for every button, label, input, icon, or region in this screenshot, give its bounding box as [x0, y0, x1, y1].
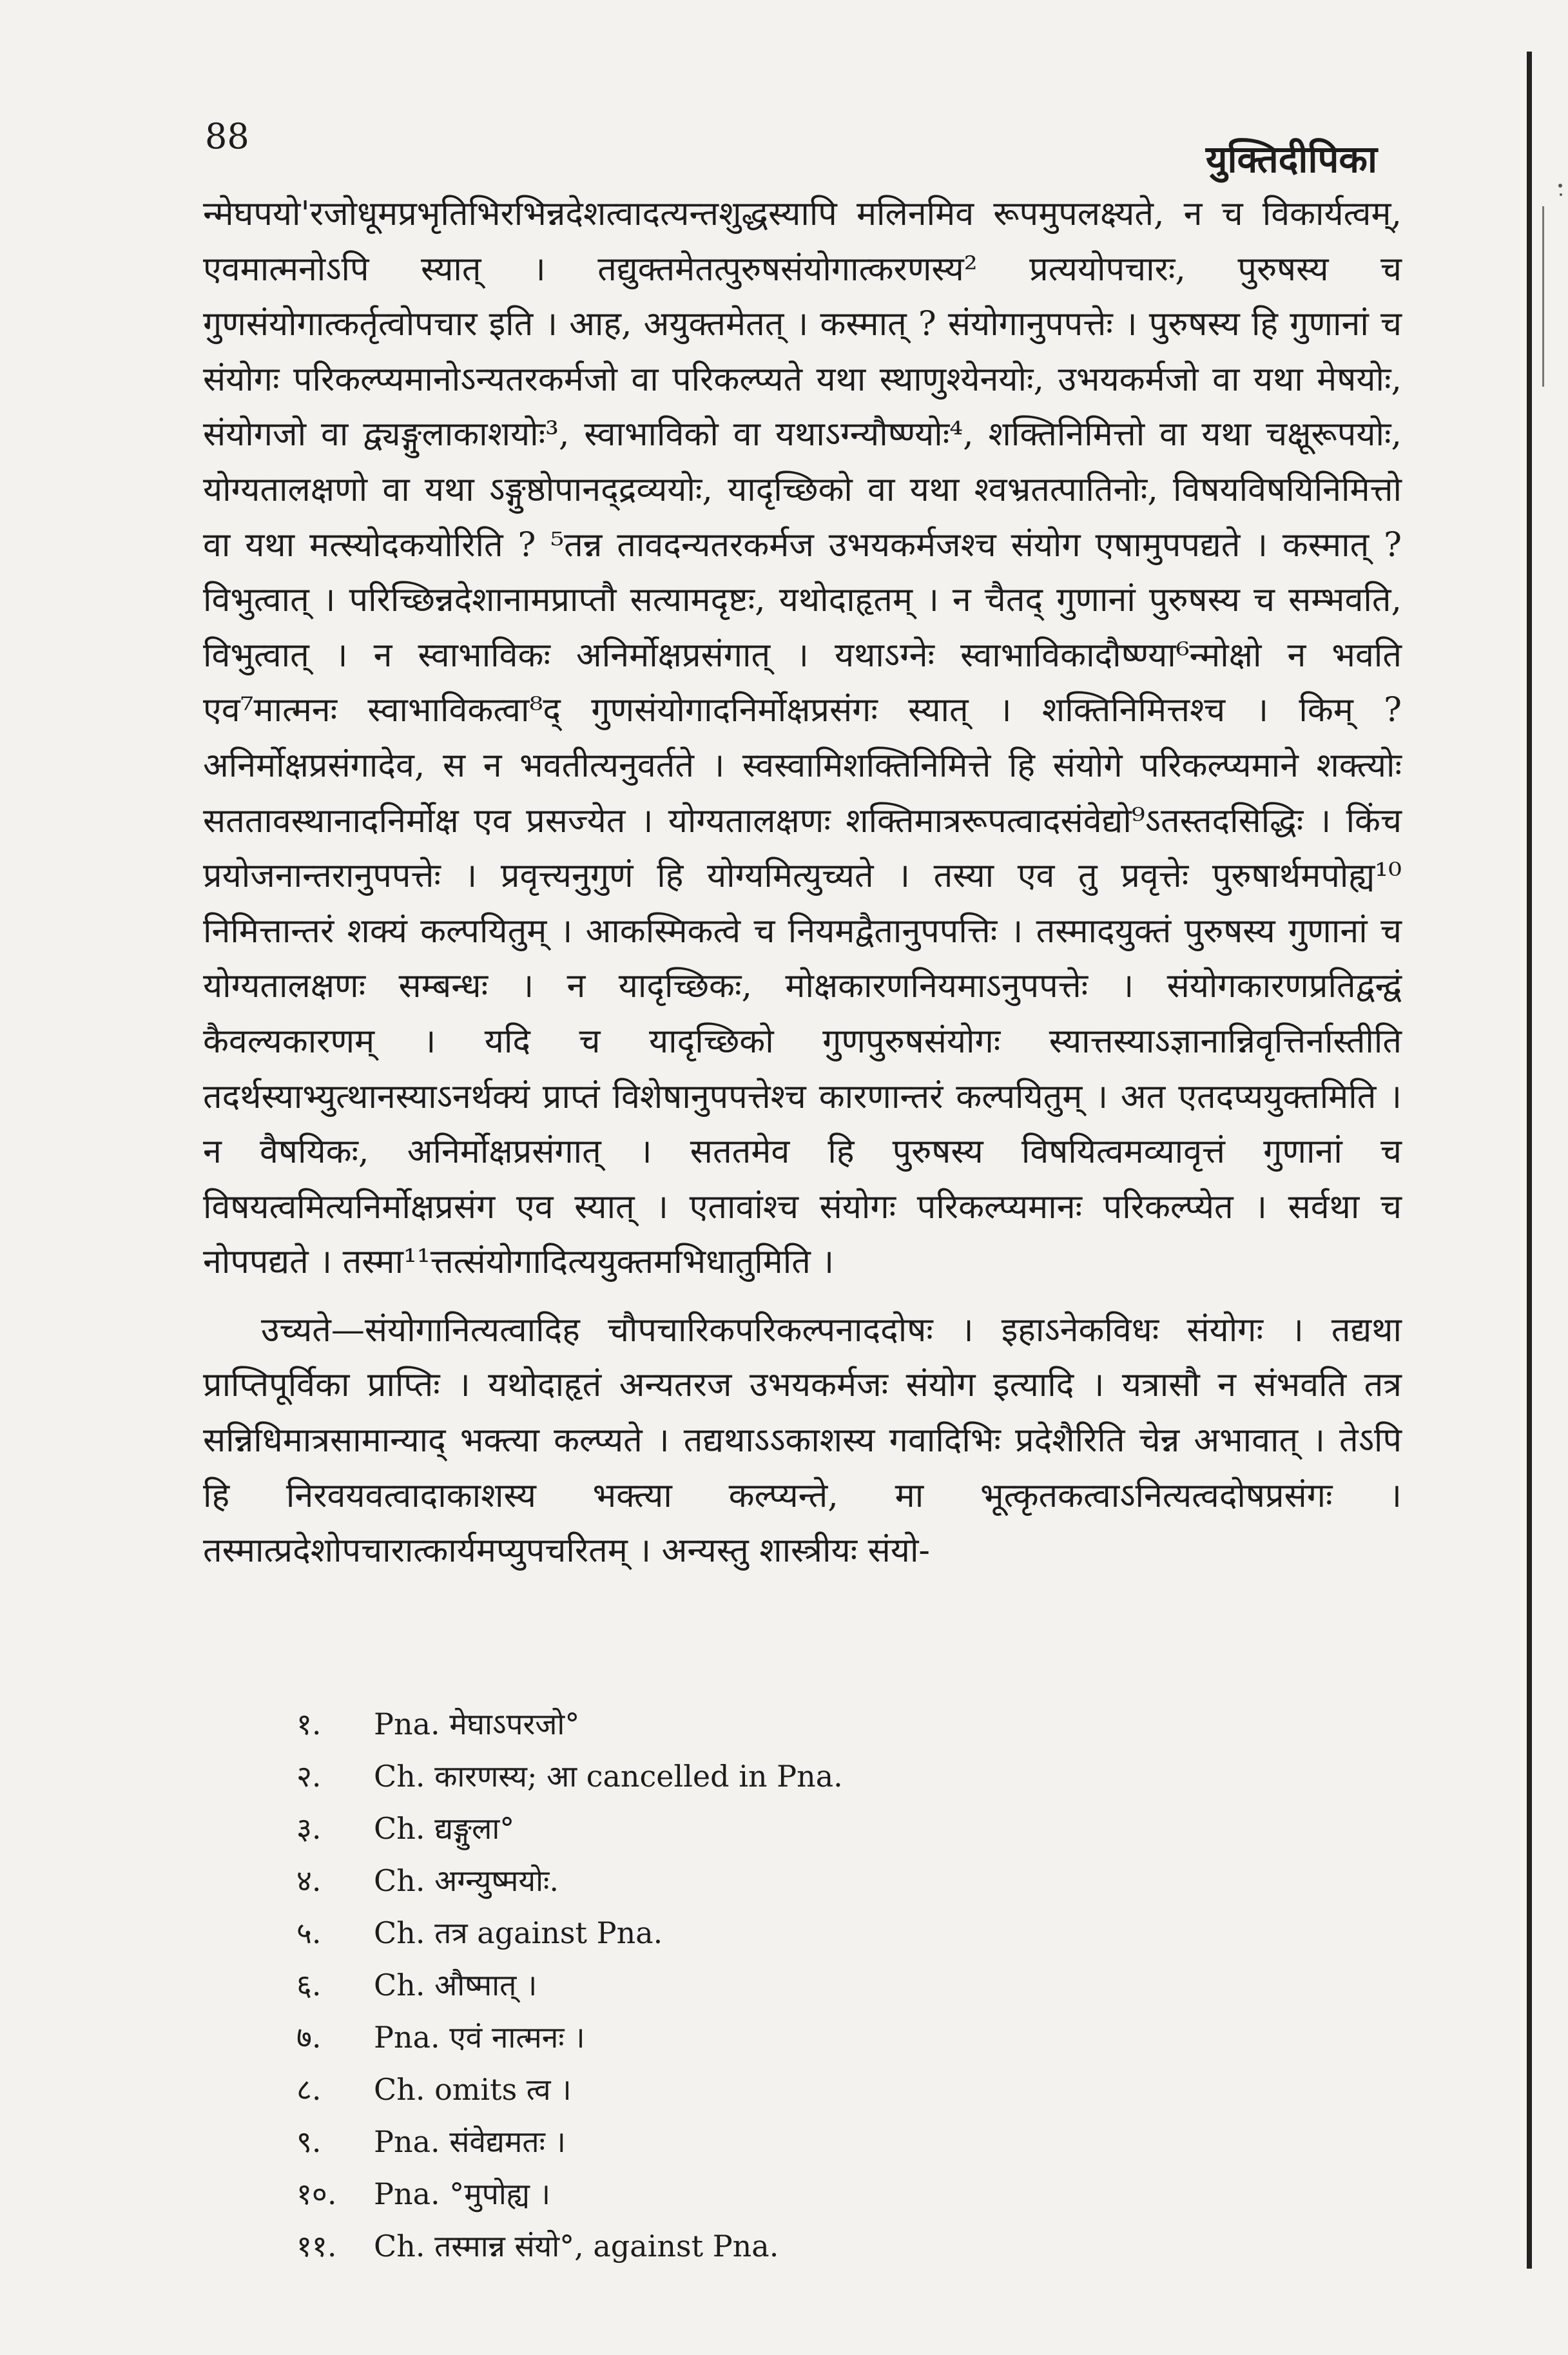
paragraph: उच्यते—संयोगानित्यत्वादिह चौपचारिकपरिकल्पनाददोषः । इहाऽनेकविधः संयोगः । तद्यथा प्राप्तिपूर्विका प्राप्तिः । यथोदाहृतं अन्यतरज उभयकर्मजः संयोग इत्यादि । यत्रासौ न संभवति तत्र सन्निधिमात्रसामान्याद् भक्त्या कल्प्यते । तद्यथाऽऽकाशस्य गवादिभिः प्रदेशैरिति चेन्न अभावात् । तेऽपि हि निरवयवत्वादाकाशस्य भक्त्या कल्प्यन्ते, मा भूत्कृतकत्वाऽनित्यत्वदोषप्रसंगः । तस्मात्प्रदेशोपचारात्कार्यमप्युपचरितम् । अन्यस्तु शास्त्रीयः संयो- — [203, 1310, 1402, 1571]
footnote-text: Ch. तस्मान्न संयो°, against Pna. — [374, 2229, 779, 2263]
footnote-number: ४. — [296, 1863, 322, 1898]
scan-speck — [1558, 184, 1562, 188]
footnote-text: Ch. द्यङ्गुला° — [374, 1811, 515, 1846]
footnote — [296, 1855, 843, 1907]
scan-edge-line — [1527, 52, 1532, 2269]
footnote-number: ८. — [296, 2072, 322, 2107]
footnote-number: १. — [296, 1707, 322, 1741]
footnote — [296, 2116, 843, 2168]
scan-speck — [1560, 193, 1562, 196]
footnotes — [296, 1698, 843, 2273]
footnote — [296, 1750, 843, 1803]
footnote-text: Ch. omits त्व । — [374, 2072, 572, 2107]
footnote-number: ६. — [296, 1968, 322, 2002]
footnote-text: Pna. °मुपोह्य । — [374, 2176, 551, 2211]
footnote-text: Ch. अग्न्युष्मयोः. — [374, 1863, 559, 1898]
running-title: युक्तिदीपिका — [1205, 137, 1377, 181]
footnote-number: ५. — [296, 1915, 322, 1950]
footnote — [296, 2011, 843, 2064]
footnote-text: Ch. कारणस्य; आ cancelled in Pna. — [374, 1759, 843, 1794]
footnote-number: ७. — [296, 2020, 322, 2055]
footnote — [296, 2064, 843, 2116]
footnote-number: ३. — [296, 1811, 322, 1846]
footnote-text: Pna. मेघाऽपरजो° — [374, 1707, 580, 1741]
footnote — [296, 1698, 843, 1750]
footnote-text: Pna. संवेद्यमतः । — [374, 2124, 566, 2159]
footnote-text: Pna. एवं नात्मनः । — [374, 2020, 585, 2055]
footnote — [296, 2220, 843, 2273]
paragraph: न्मेघपयो'रजोधूमप्रभृतिभिरभिन्नदेशत्वादत्यन्तशुद्धस्यापि मलिनमिव रूपमुपलक्ष्यते, न च विकार्यत्वम्, एवमात्मनोऽपि स्यात् । तद्युक्तमेतत्पुरुषसंयोगात्करणस्य² प्रत्ययोपचारः, पुरुषस्य च गुणसंयोगात्कर्तृत्वोपचार इति । आह, अयुक्तमेतत् । कस्मात् ? संयोगानुपपत्तेः । पुरुषस्य हि गुणानां च संयोगः परिकल्प्यमानोऽन्यतरकर्मजो वा परिकल्प्यते यथा स्थाणुश्येनयोः, उभयकर्मजो वा यथा मेषयोः, संयोगजो वा द्व्यङ्गुलाकाशयोः³, स्वाभाविको वा यथाऽग्न्यौष्ण्योः⁴, शक्तिनिमित्तो वा यथा चक्षूरूपयोः, योग्यतालक्षणो वा यथा ऽङ्गुष्ठोपानद्द्रव्ययोः, यादृच्छिको वा यथा श्वभ्रतत्पातिनोः, विषयविषयिनिमित्तो वा यथा मत्स्योदकयोरिति ? ⁵तन्न तावदन्यतरकर्मज उभयकर्मजश्च संयोग एषामुपपद्यते । कस्मात् ? विभुत्वात् । परिच्छिन्नदेशानामप्राप्तौ सत्यामदृष्टः, यथोदाहृतम् । न चैतद् गुणानां पुरुषस्य च सम्भवति, विभुत्वात् । न स्वाभाविकः अनिर्मोक्षप्रसंगात् । यथाऽग्नेः स्वाभाविकादौष्ण्या⁶न्मोक्षो न भवति एव⁷मात्मनः स्वाभाविकत्वा⁸द् गुणसंयोगादनिर्मोक्षप्रसंगः स्यात् । शक्तिनिमित्तश्च । किम् ? अनिर्मोक्षप्रसंगादेव, स न भवतीत्यनुवर्तते । स्वस्वामिशक्तिनिमित्ते हि संयोगे परिकल्प्यमाने शक्त्योः सततावस्थानादनिर्मोक्ष एव प्रसज्येत । योग्यतालक्षणः शक्तिमात्ररूपत्वादसंवेद्यो⁹ऽतस्तदसिद्धिः । किंच प्रयोजनान्तरानुपपत्तेः । प्रवृत्त्यनुगुणं हि योग्यमित्युच्यते । तस्या एव तु प्रवृत्तेः पुरुषार्थमपोह्य¹⁰ निमित्तान्तरं शक्यं कल्पयितुम् । आकस्मिकत्वे च नियमद्वैतानुपपत्तिः । तस्मादयुक्तं पुरुषस्य गुणानां च योग्यतालक्षणः सम्बन्धः । न यादृच्छिकः, मोक्षकारणनियमाऽनुपपत्तेः । संयोगकारणप्रतिद्वन्द्वं कैवल्यकारणम् । यदि च यादृच्छिको गुणपुरुषसंयोगः स्यात्तस्याऽज्ञानान्निवृत्तिर्नास्तीति तदर्थस्याभ्युत्थानस्याऽनर्थक्यं प्राप्तं विशेषानुपपत्तेश्च कारणान्तरं कल्पयितुम् । अत एतदप्ययुक्तमिति । न वैषयिकः, अनिर्मोक्षप्रसंगात् । सततमेव हि पुरुषस्य विषयित्वमव्यावृत्तं गुणानां च विषयत्वमित्यनिर्मोक्षप्रसंग एव स्यात् । एतावांश्च संयोगः परिकल्प्यमानः परिकल्प्येत । सर्वथा च नोपपद्यते । तस्मा¹¹त्तत्संयोगादित्ययुक्तमभिधातुमिति । — [203, 195, 1402, 1282]
main-text — [203, 187, 1402, 1579]
footnote — [296, 1803, 843, 1855]
footnote-number: २. — [296, 1759, 322, 1794]
footnote — [296, 1907, 843, 1959]
scan-edge-line-thin — [1542, 206, 1544, 387]
footnote-text: Ch. औष्मात् । — [374, 1968, 537, 2002]
footnote-number: ९. — [296, 2124, 322, 2159]
footnote-text: Ch. तत्र against Pna. — [374, 1915, 663, 1950]
footnote-number: १०. — [296, 2176, 337, 2211]
footnote-number: ११. — [296, 2229, 337, 2263]
footnote — [296, 1959, 843, 2011]
footnote — [296, 2168, 843, 2220]
page-number: 88 — [205, 116, 249, 157]
